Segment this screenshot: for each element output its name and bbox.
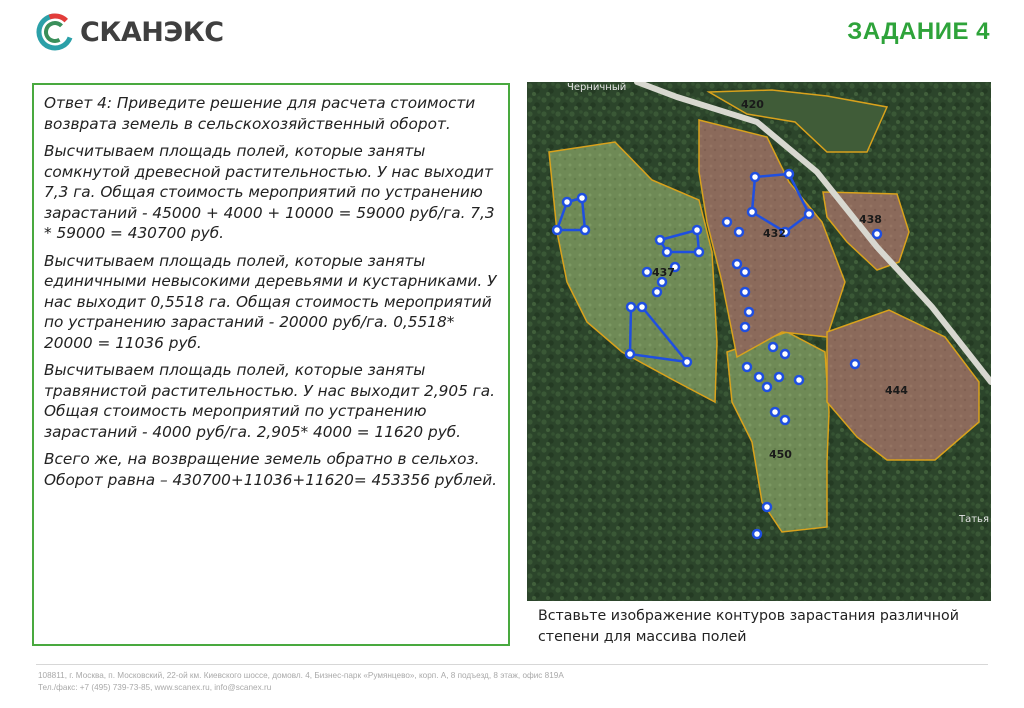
slide-title: ЗАДАНИЕ 4 <box>847 18 990 45</box>
scanex-logo[interactable] <box>36 12 224 52</box>
footer-address: 108811, г. Москва, п. Московский, 22-ой км. Киевского шоссе, домовл. 4, Бизнес-парк «Румянцево», корп. А, 8 подъезд, 8 этаж, офис 819А <box>38 671 564 680</box>
answer-paragraph-dense-vegetation: Высчитываем площадь полей, которые заняты сомкнутой древесной растительностью. У нас выходит 7,3 га. Общая стоимость мероприятий по устранению зарастаний - 45000 + 4000 + 10000 = 59000 руб/га. 7,3 * 59000 = 430700 руб. <box>44 142 495 242</box>
field-label-450: 450 <box>769 448 792 461</box>
field-label-420: 420 <box>741 98 764 111</box>
field-label-437: 437 <box>652 266 675 279</box>
answer-paragraph-total: Всего же, на возвращение земель обратно в сельхоз. Оборот равна – 430700+11036+11620= 453356 рублей. <box>44 450 497 489</box>
answer-text-box <box>32 83 510 646</box>
field-label-444: 444 <box>885 384 908 397</box>
place-label-tatya: Татья <box>959 514 989 525</box>
answer-paragraph-sparse-trees: Высчитываем площадь полей, которые заняты единичными невысокими деревьями и кустарниками. У нас выходит 0,5518 га. Общая стоимость мероприятий по устранению зарастаний - 20000 руб/га. 0,5518* 20000 = 11036 руб. <box>44 251 497 352</box>
logo-text: СКАНЭКС <box>80 16 224 48</box>
answer-paragraph-question: Ответ 4: Приведите решение для расчета стоимости возврата земель в сельскохозяйственный оборот. <box>44 94 476 133</box>
answer-paragraph-grass: Высчитываем площадь полей, которые заняты травянистой растительностью. У нас выходит 2,905 га. Общая стоимость мероприятий по устранению зарастаний - 4000 руб/га. 2,905* 4000 = 11620 руб. <box>44 361 495 441</box>
scanex-logo-icon <box>36 13 74 51</box>
field-label-432: 432 <box>763 227 786 240</box>
footer-contacts[interactable]: Тел./факс: +7 (495) 739-73-85, www.scanex.ru, info@scanex.ru <box>38 683 272 692</box>
place-label-chernichny: Черничный <box>567 82 627 93</box>
field-label-438: 438 <box>859 213 882 226</box>
map-caption: Вставьте изображение контуров зарастания различной степени для массива полей <box>538 608 959 645</box>
satellite-map-image <box>527 82 991 601</box>
footer <box>38 670 564 694</box>
footer-divider <box>36 664 988 665</box>
map-svg <box>527 82 991 601</box>
